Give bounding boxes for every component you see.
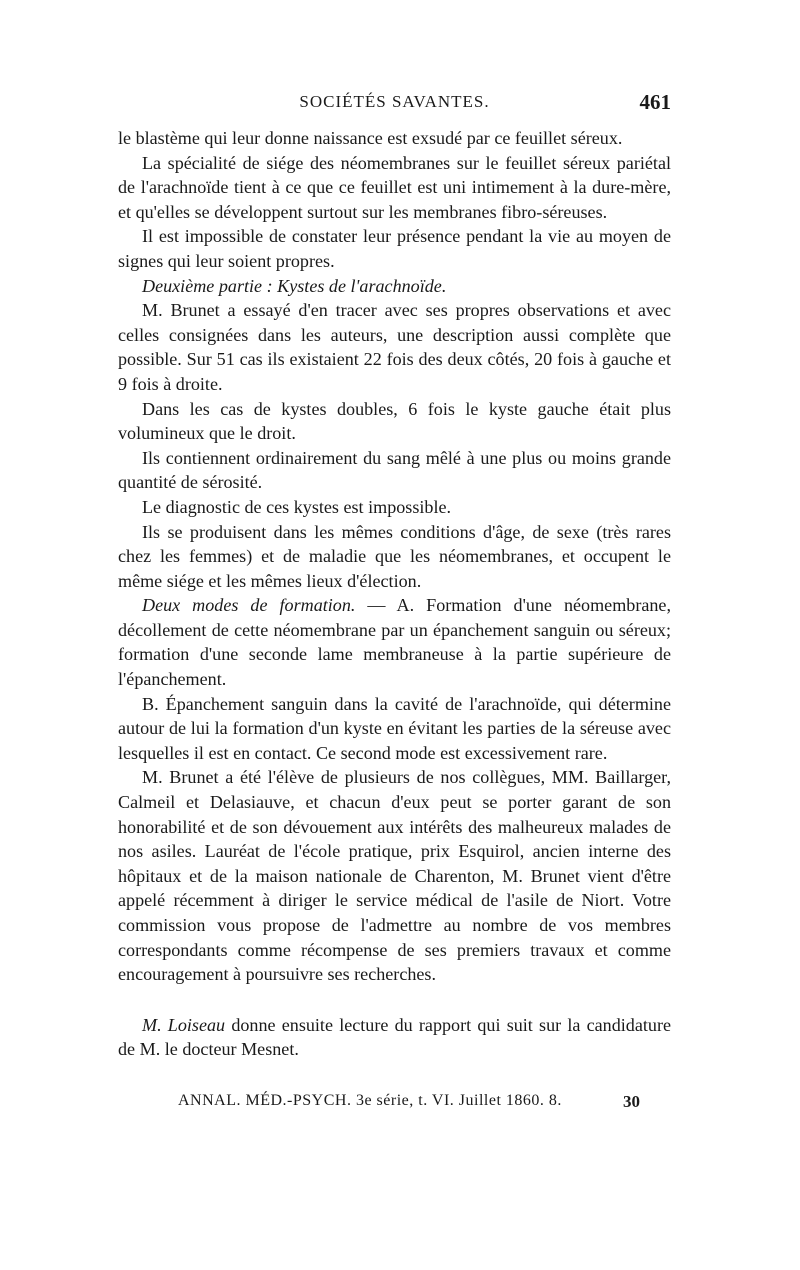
body-text xyxy=(118,126,671,1062)
paragraph-formation-modes xyxy=(118,593,671,691)
paragraph-cyst-diagnosis: Le diagnostic de ces kystes est impossible. xyxy=(142,496,452,517)
paragraph-diagnosis-life: Il est impossible de constater leur présence pendant la vie au moyen de signes qui leur soient propres. xyxy=(118,226,671,271)
paragraph-brunet-recommendation: M. Brunet a été l'élève de plusieurs de nos collègues, MM. Baillarger, Calmeil et Delasiauve, et chacun d'eux peut se porter garant de son honorabilité et de son dévouement aux intérêts des malheureux malades de nos asiles. Lauréat de l'école pratique, prix Esquirol, ancien interne des hôpitaux et de la maison nationale de Charenton, M. Brunet vient d'être appelé récemment à diriger le service médical de l'asile de Niort. Votre commission vous propose de l'admettre au nombre de vos membres correspondants comme récompense de ses premiers travaux et comme encouragement à poursuivre ses recherches. xyxy=(118,767,671,985)
footer-signature: ANNAL. MÉD.-PSYCH. 3e série, t. VI. Juillet 1860. 8. xyxy=(178,1092,562,1109)
loiseau-report-text: donne ensuite lecture du rapport qui suit sur la candidature de M. le docteur Mesnet. xyxy=(118,1014,672,1060)
page-header xyxy=(118,92,671,116)
loiseau-name: M. Loiseau xyxy=(142,1014,226,1035)
paragraph-double-cysts: Dans les cas de kystes doubles, 6 fois le kyste gauche était plus volumineux que le droit. xyxy=(118,398,671,444)
page-number: 461 xyxy=(639,90,671,114)
paragraph-mode-b: B. Épanchement sanguin dans la cavité de l'arachnoïde, qui détermine autour de lui la formation d'un kyste en évitant les parties de la séreuse avec lesquelles il est en contact. Ce second mode est excessivement rare. xyxy=(118,693,671,763)
formation-modes-lead: Deux modes de formation. xyxy=(142,595,356,616)
paragraph-loiseau-report xyxy=(118,1013,671,1062)
paragraph-conditions: Ils se produisent dans les mêmes conditions d'âge, de sexe (très rares chez les femmes) et de maladie que les néomembranes, et occupent le même siége et les mêmes lieux d'élection. xyxy=(118,521,671,591)
sheet-number: 30 xyxy=(623,1092,640,1111)
running-title: SOCIÉTÉS SAVANTES. xyxy=(299,92,490,111)
paragraph-continuation: le blastème qui leur donne naissance est exsudé par ce feuillet séreux. xyxy=(118,128,623,148)
paragraph-neomembrane-site: La spécialité de siége des néomembranes sur le feuillet séreux pariétal de l'arachnoïde tient à ce que ce feuillet est uni intimement à la dure-mère, et qu'elles se développent surtout sur les membranes fibro-séreuses. xyxy=(118,152,671,222)
section-heading-text: Deuxième partie : Kystes de l'arachnoïde. xyxy=(142,275,447,296)
paragraph-brunet-observations: M. Brunet a essayé d'en tracer avec ses propres observations et avec celles consignées dans les auteurs, une description aussi complète que possible. Sur 51 cas ils existaient 22 fois des deux côtés, 20 fois à gauche et 9 fois à droite. xyxy=(118,300,671,394)
paragraph-cyst-contents: Ils contiennent ordinairement du sang mêlé à une plus ou moins grande quantité de sérosité. xyxy=(118,447,671,493)
formation-modes-text: — A. Formation d'une néomembrane, décollement de cette néomembrane par un épanchement sanguin ou séreux; formation d'une seconde lame membraneuse à la partie supérieure de l'épanchement. xyxy=(118,595,671,690)
page-footer xyxy=(150,1092,640,1114)
section-gap xyxy=(118,987,671,1013)
section-heading-part-two xyxy=(118,274,671,299)
